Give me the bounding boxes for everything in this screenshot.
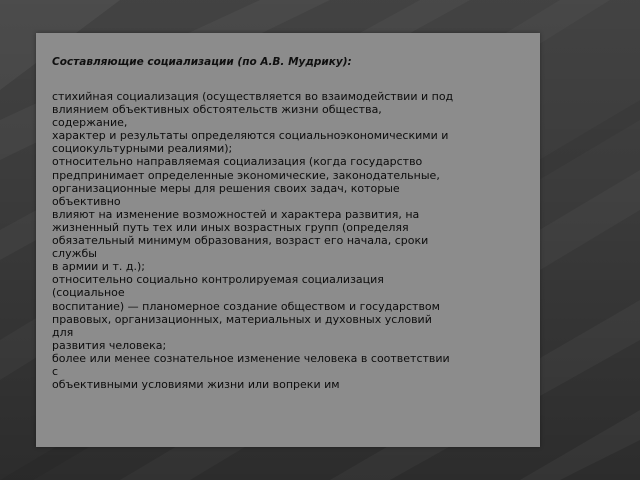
body-line: стихийная социализация (осуществляется во взаимодействии и под (52, 90, 454, 103)
body-line: развития человека; (52, 338, 167, 352)
body-line: относительно социально контролируемая социализация (52, 273, 384, 287)
body-line: более или менее сознательное изменение человека в соответствии (52, 351, 450, 365)
body-line: предпринимает определенные экономические, законодательные, (52, 168, 440, 182)
body-line: влиянием объективных обстоятельств жизни общества, (52, 103, 382, 117)
body-line: влияют на изменение возможностей и характера развития, на (52, 207, 420, 221)
body-line: социокультурными реалиями); (52, 142, 233, 156)
body-line: службы (52, 247, 97, 261)
slide-body-text (52, 90, 522, 391)
body-line: для (52, 325, 74, 339)
body-line: воспитание) — планомерное создание обществом и государством (52, 299, 440, 313)
body-line: в армии и т. д.); (52, 260, 145, 274)
body-line: правовых, организационных, материальных и духовных условий (52, 312, 432, 326)
body-line: содержание, (52, 116, 128, 130)
body-line: с (52, 364, 59, 378)
body-line: объективно (52, 194, 121, 208)
body-line: организационные меры для решения своих задач, которые (52, 181, 400, 195)
body-line: жизненный путь тех или иных возрастных групп (определяя (52, 220, 409, 234)
body-line: относительно направляемая социализация (когда государство (52, 155, 423, 169)
body-line: (социальное (52, 286, 125, 300)
body-line: характер и результаты определяются социальноэкономическими и (52, 129, 449, 143)
body-line: обязательный минимум образования, возраст его начала, сроки (52, 234, 429, 248)
body-line: объективными условиями жизни или вопреки им (52, 378, 340, 392)
slide-title: Составляющие социализации (по А.В. Мудрику): (52, 56, 352, 68)
